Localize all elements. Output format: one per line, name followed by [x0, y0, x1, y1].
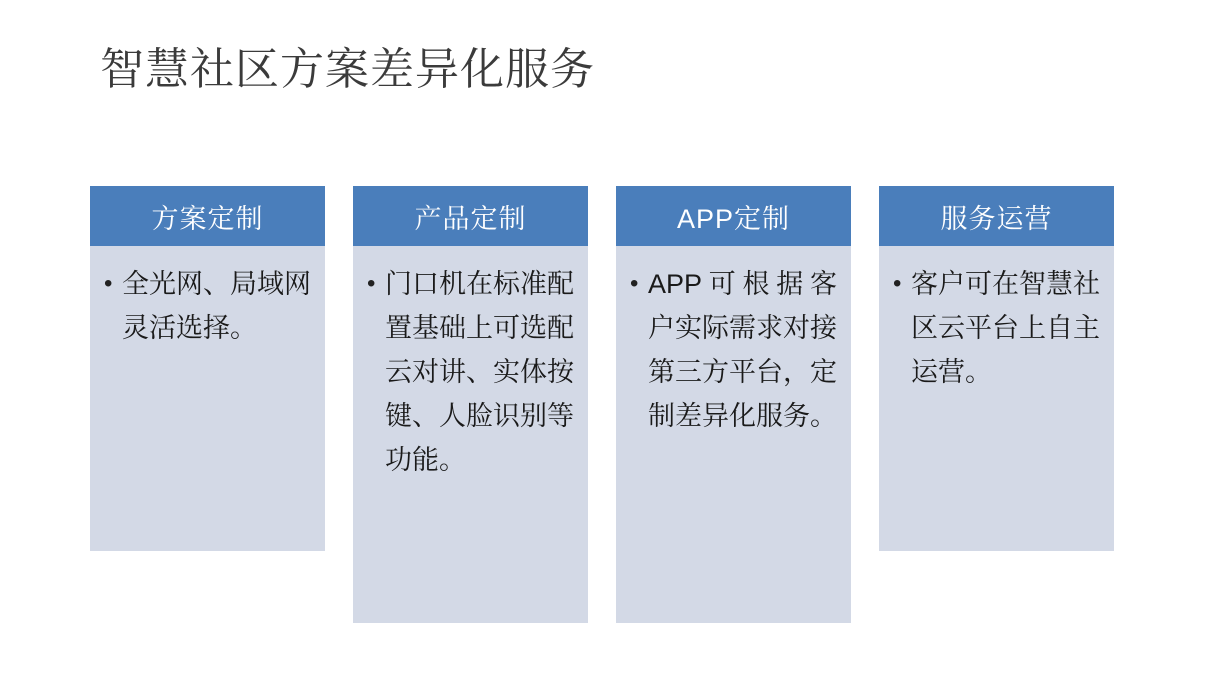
bullet-icon: • — [367, 270, 376, 297]
bullet-icon: • — [630, 270, 639, 297]
card-service-operation[interactable] — [879, 186, 1114, 623]
list-item — [630, 262, 837, 438]
card-bullet-text: 客户可在智慧社区云平台上自主运营。 — [911, 269, 1100, 387]
list-item — [104, 262, 311, 350]
list-item — [367, 262, 574, 482]
card-bullet-text: APP可根据客户实际需求对接第三方平台，定制差异化服务。 — [648, 269, 837, 431]
card-body — [616, 246, 851, 623]
card-header: APP定制 — [616, 186, 851, 246]
card-header: 方案定制 — [90, 186, 325, 246]
list-item — [893, 262, 1100, 394]
card-app-customization[interactable] — [616, 186, 851, 623]
card-body — [353, 246, 588, 623]
bullet-icon: • — [893, 270, 902, 297]
card-bullet-text: 门口机在标准配置基础上可选配云对讲、实体按键、人脸识别等功能。 — [385, 269, 574, 475]
card-bullet-text: 全光网、局域网灵活选择。 — [122, 269, 311, 343]
card-body — [90, 246, 325, 551]
card-product-customization[interactable] — [353, 186, 588, 623]
card-solution-customization[interactable] — [90, 186, 325, 623]
card-body — [879, 246, 1114, 551]
card-row — [90, 186, 1120, 623]
bullet-icon: • — [104, 270, 113, 297]
page-title: 智慧社区方案差异化服务 — [100, 45, 595, 94]
card-header: 产品定制 — [353, 186, 588, 246]
card-header: 服务运营 — [879, 186, 1114, 246]
